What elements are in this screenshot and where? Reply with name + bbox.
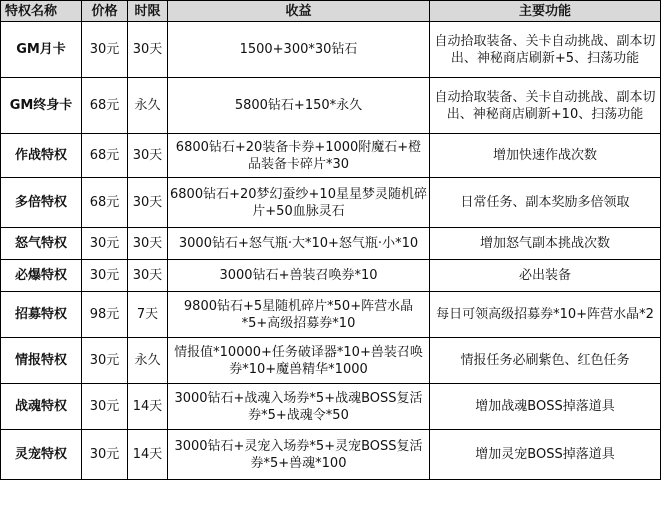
cell-duration: 14天 bbox=[128, 430, 168, 480]
table-row bbox=[1, 260, 661, 292]
cell-price: 68元 bbox=[82, 78, 128, 134]
table-row bbox=[1, 78, 661, 134]
cell-duration: 30天 bbox=[128, 228, 168, 260]
cell-name: 怒气特权 bbox=[1, 228, 82, 260]
cell-function: 必出装备 bbox=[430, 260, 661, 292]
cell-function: 自动拾取装备、关卡自动挑战、副本切出、神秘商店刷新+10、扫荡功能 bbox=[430, 78, 661, 134]
cell-name: 战魂特权 bbox=[1, 384, 82, 430]
cell-price: 98元 bbox=[82, 292, 128, 338]
cell-price: 30元 bbox=[82, 430, 128, 480]
table-row bbox=[1, 22, 661, 78]
cell-duration: 7天 bbox=[128, 292, 168, 338]
cell-benefit: 6800钻石+20装备卡券+1000附魔石+橙品装备卡碎片*30 bbox=[168, 134, 430, 178]
cell-price: 68元 bbox=[82, 134, 128, 178]
table-row bbox=[1, 430, 661, 480]
header-duration: 时限 bbox=[128, 1, 168, 22]
cell-function: 增加战魂BOSS掉落道具 bbox=[430, 384, 661, 430]
header-name: 特权名称 bbox=[1, 1, 82, 22]
cell-benefit: 3000钻石+怒气瓶·大*10+怒气瓶·小*10 bbox=[168, 228, 430, 260]
cell-price: 30元 bbox=[82, 22, 128, 78]
cell-price: 30元 bbox=[82, 260, 128, 292]
cell-duration: 30天 bbox=[128, 178, 168, 228]
header-price: 价格 bbox=[82, 1, 128, 22]
table-row bbox=[1, 338, 661, 384]
cell-duration: 30天 bbox=[128, 134, 168, 178]
cell-function: 每日可领高级招募券*10+阵营水晶*2 bbox=[430, 292, 661, 338]
cell-name: 多倍特权 bbox=[1, 178, 82, 228]
cell-benefit: 1500+300*30钻石 bbox=[168, 22, 430, 78]
table-row bbox=[1, 292, 661, 338]
cell-price: 30元 bbox=[82, 338, 128, 384]
header-benefit: 收益 bbox=[168, 1, 430, 22]
cell-name: GM月卡 bbox=[1, 22, 82, 78]
cell-name: 情报特权 bbox=[1, 338, 82, 384]
cell-benefit: 3000钻石+兽装召唤券*10 bbox=[168, 260, 430, 292]
cell-duration: 永久 bbox=[128, 338, 168, 384]
table-row bbox=[1, 384, 661, 430]
header-function: 主要功能 bbox=[430, 1, 661, 22]
table-header-row bbox=[1, 1, 661, 22]
cell-function: 增加怒气副本挑战次数 bbox=[430, 228, 661, 260]
cell-benefit: 3000钻石+灵宠入场券*5+灵宠BOSS复活券*5+兽魂*100 bbox=[168, 430, 430, 480]
cell-function: 情报任务必刷紫色、红色任务 bbox=[430, 338, 661, 384]
cell-function: 自动拾取装备、关卡自动挑战、副本切出、神秘商店刷新+5、扫荡功能 bbox=[430, 22, 661, 78]
cell-benefit: 9800钻石+5星随机碎片*50+阵营水晶*5+高级招募券*10 bbox=[168, 292, 430, 338]
table-row bbox=[1, 134, 661, 178]
cell-price: 68元 bbox=[82, 178, 128, 228]
cell-duration: 14天 bbox=[128, 384, 168, 430]
cell-name: 灵宠特权 bbox=[1, 430, 82, 480]
cell-price: 30元 bbox=[82, 228, 128, 260]
cell-name: GM终身卡 bbox=[1, 78, 82, 134]
cell-benefit: 3000钻石+战魂入场券*5+战魂BOSS复活券*5+战魂令*50 bbox=[168, 384, 430, 430]
cell-name: 作战特权 bbox=[1, 134, 82, 178]
cell-benefit: 5800钻石+150*永久 bbox=[168, 78, 430, 134]
cell-benefit: 情报值*10000+任务破译器*10+兽装召唤券*10+魔兽精华*1000 bbox=[168, 338, 430, 384]
cell-price: 30元 bbox=[82, 384, 128, 430]
cell-function: 增加灵宠BOSS掉落道具 bbox=[430, 430, 661, 480]
cell-benefit: 6800钻石+20梦幻蚕纱+10星星梦灵随机碎片+50血脉灵石 bbox=[168, 178, 430, 228]
table-row bbox=[1, 228, 661, 260]
cell-name: 必爆特权 bbox=[1, 260, 82, 292]
table-row bbox=[1, 178, 661, 228]
cell-function: 日常任务、副本奖励多倍领取 bbox=[430, 178, 661, 228]
cell-duration: 30天 bbox=[128, 22, 168, 78]
cell-name: 招募特权 bbox=[1, 292, 82, 338]
cell-duration: 30天 bbox=[128, 260, 168, 292]
cell-duration: 永久 bbox=[128, 78, 168, 134]
cell-function: 增加快速作战次数 bbox=[430, 134, 661, 178]
